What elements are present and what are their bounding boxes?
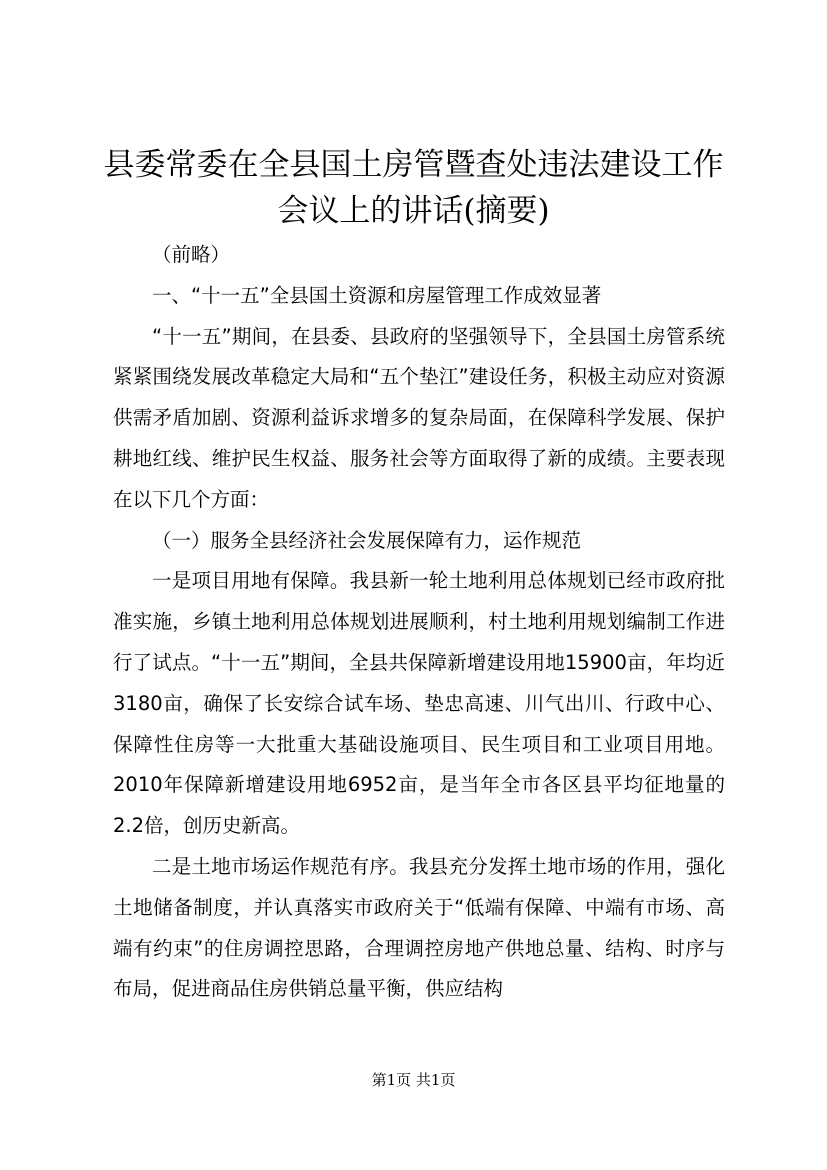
page-footer: 第1页 共1页	[371, 1071, 456, 1089]
document-title-line-2: 会议上的讲话(摘要)	[277, 193, 550, 229]
section-heading-1: 一、“十一五”全县国土资源和房屋管理工作成效显著	[152, 283, 602, 307]
document-body	[113, 235, 725, 1010]
paragraph-land-market: 二是土地市场运作规范有序。我县充分发挥土地市场的作用，强化土地储备制度，并认真落实市政府关于“低端有保障、中端有市场、高端有约束”的住房调控思路，合理调控房地产供地总量、结构、时序与布局，促进商品住房供销总量平衡，供应结构	[113, 854, 725, 1001]
document-title-line-1: 县委常委在全县国土房管暨查处违法建设工作	[103, 147, 724, 183]
subsection-heading-1: （一）服务全县经济社会发展保障有力，运作规范	[152, 528, 582, 552]
paragraph-land-use: 一是项目用地有保障。我县新一轮土地利用总体规划已经市政府批准实施，乡镇土地利用总体规划进展顺利，村土地利用规划编制工作进行了试点。“十一五”期间，全县共保障新增建设用地15900亩，年均近3180亩，确保了长安综合试车场、垫忠高速、川气出川、行政中心、保障性住房等一大批重大基础设施项目、民生项目和工业项目用地。2010年保障新增建设用地6952亩，是当年全市各区县平均征地量的2.2倍，创历史新高。	[113, 569, 725, 838]
paragraph-overview: “十一五”期间，在县委、县政府的坚强领导下，全县国土房管系统紧紧围绕发展改革稳定大局和“五个垫江”建设任务，积极主动应对资源供需矛盾加剧、资源利益诉求增多的复杂局面，在保障科学发展、保护耕地红线、维护民生权益、服务社会等方面取得了新的成绩。主要表现在以下几个方面：	[113, 324, 725, 511]
paragraph-preface: （前略）	[152, 243, 231, 266]
